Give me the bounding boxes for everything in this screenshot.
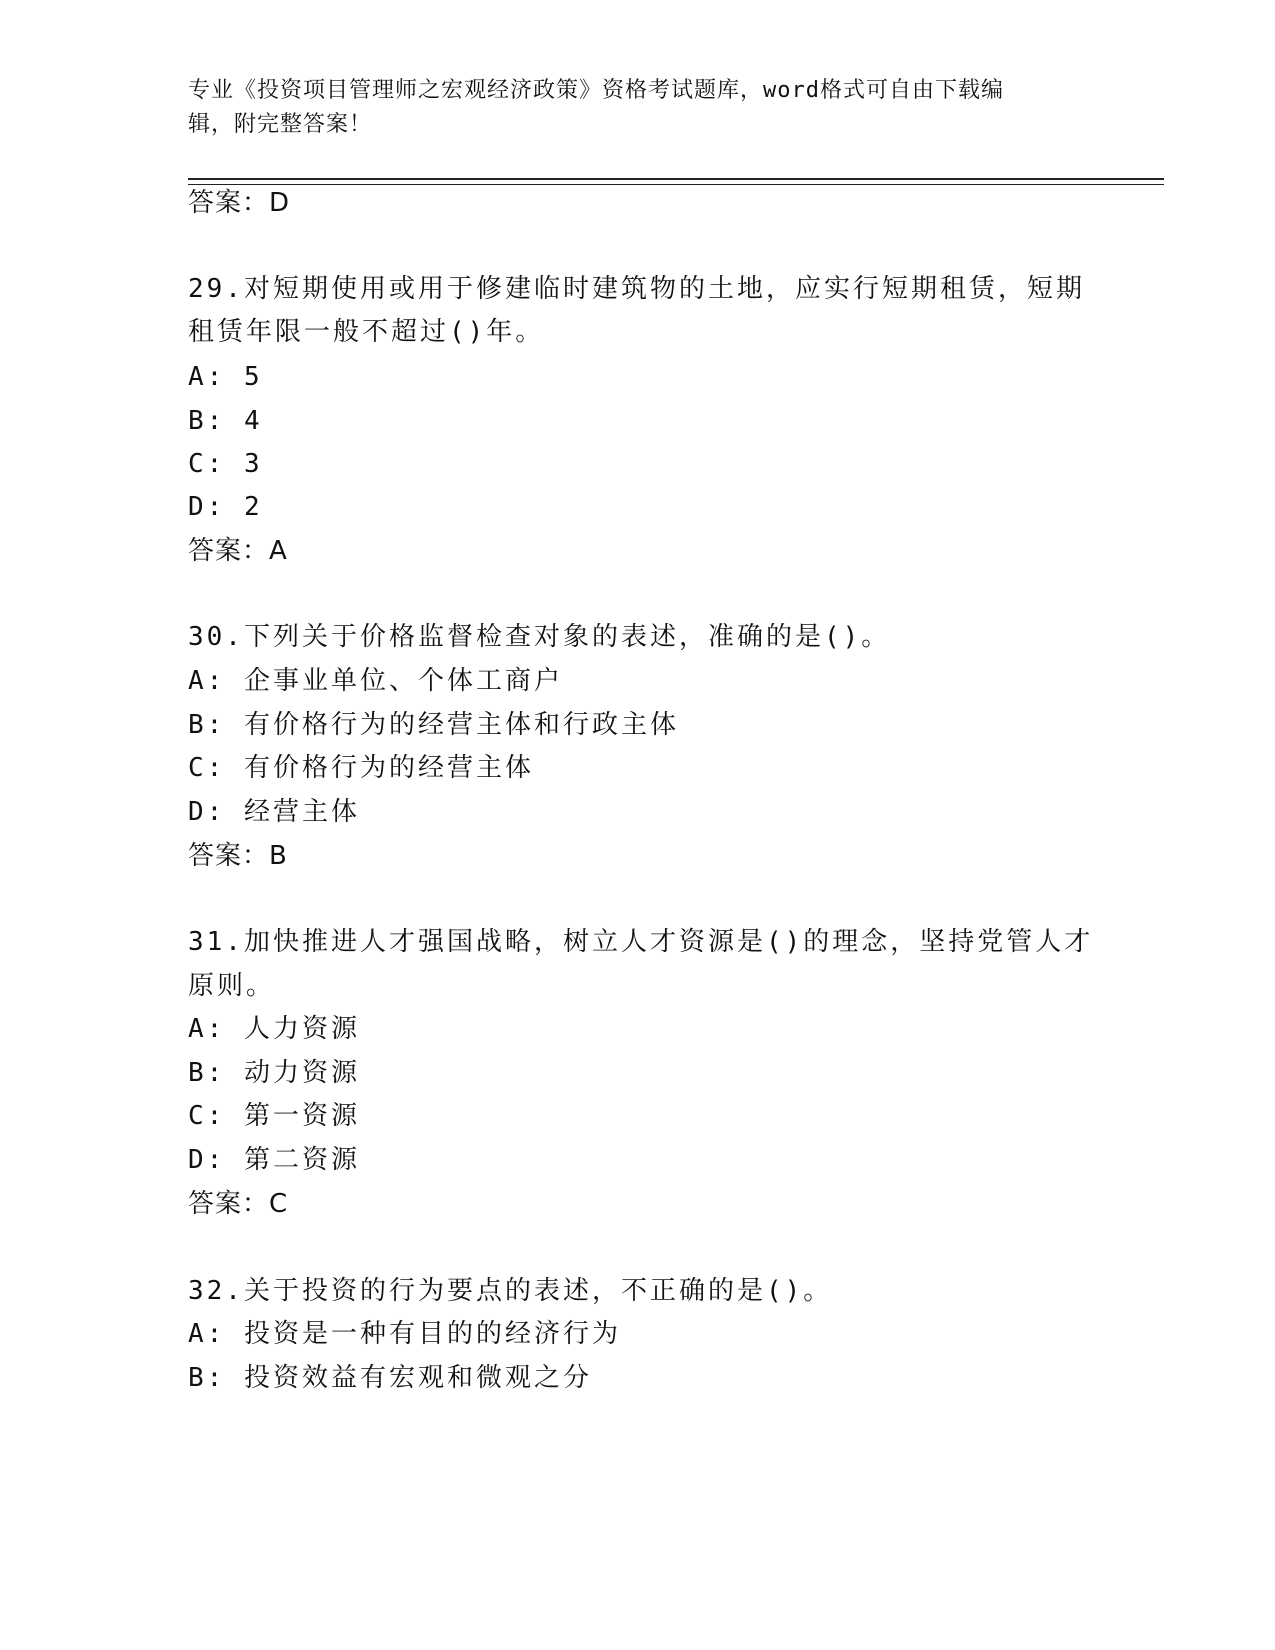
question-29-option-d: D: 2 [188, 492, 263, 522]
question-29-option-b: B: 4 [188, 406, 263, 436]
answer-29: 答案：A [188, 536, 288, 566]
question-32-stem-line-1: 32.关于投资的行为要点的表述，不正确的是()。 [188, 1276, 833, 1306]
document-header [188, 74, 1088, 142]
question-30-option-a: A: 企事业单位、个体工商户 [188, 666, 563, 696]
question-31-option-d: D: 第二资源 [188, 1145, 360, 1175]
question-30-option-c: C: 有价格行为的经营主体 [188, 753, 534, 783]
question-31-option-c: C: 第一资源 [188, 1101, 360, 1131]
question-30-option-d: D: 经营主体 [188, 797, 360, 827]
header-divider-thick [188, 178, 1164, 180]
question-31-stem-line-2: 原则。 [188, 971, 276, 1001]
question-29-stem-line-1: 29.对短期使用或用于修建临时建筑物的土地，应实行短期租赁，短期 [188, 274, 1085, 304]
header-divider-thin [188, 184, 1164, 185]
header-line-1: 专业《投资项目管理师之宏观经济政策》资格考试题库，word格式可自由下载编 [188, 78, 1004, 103]
answer-30: 答案：B [188, 841, 288, 871]
question-30-stem-line-1: 30.下列关于价格监督检查对象的表述，准确的是()。 [188, 622, 891, 652]
header-line-2: 辑，附完整答案！ [188, 112, 373, 137]
question-29-stem-line-2: 租赁年限一般不超过()年。 [188, 317, 545, 347]
question-31-option-a: A: 人力资源 [188, 1014, 360, 1044]
answer-31: 答案：C [188, 1189, 289, 1219]
question-31-stem-line-1: 31.加快推进人才强国战略，树立人才资源是()的理念，坚持党管人才 [188, 927, 1094, 957]
question-32-option-b: B: 投资效益有宏观和微观之分 [188, 1363, 592, 1393]
answer-28: 答案：D [188, 188, 291, 218]
question-29-option-c: C: 3 [188, 449, 263, 479]
question-29-option-a: A: 5 [188, 362, 263, 392]
question-31-option-b: B: 动力资源 [188, 1058, 360, 1088]
question-32-option-a: A: 投资是一种有目的的经济行为 [188, 1319, 621, 1349]
question-30-option-b: B: 有价格行为的经营主体和行政主体 [188, 710, 679, 740]
